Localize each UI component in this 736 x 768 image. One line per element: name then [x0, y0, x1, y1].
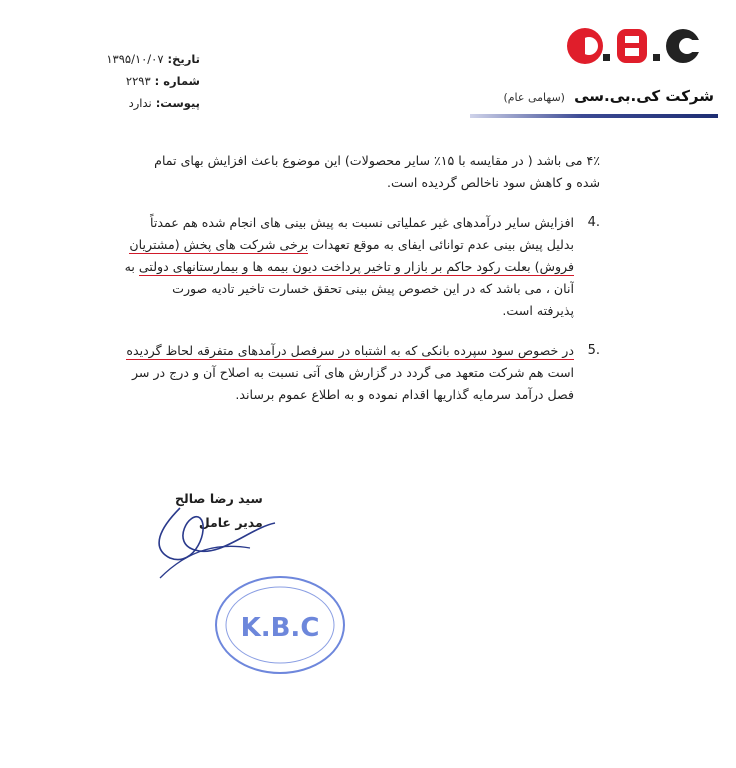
- item-4-line-5: پذیرفته است.: [502, 303, 574, 318]
- company-stamp: [210, 570, 350, 680]
- company-name-block: [503, 86, 714, 105]
- item-4-line-3-plain: به: [124, 259, 139, 274]
- attachment-value: ندارد: [128, 96, 152, 110]
- item-4-line-4: آنان ، می باشد که در این خصوص پیش بینی تحقق خسارت تاخیر تادیه صورت: [172, 281, 574, 296]
- item-4: [80, 212, 600, 322]
- date-value: ۱۳۹۵/۱۰/۰۷: [106, 52, 164, 66]
- item-5-line-2: است هم شرکت متعهد می گردد در گزارش های آتی نسبت به اصلاح آن و درج در سر: [131, 365, 574, 380]
- kbc-logo: [565, 26, 715, 66]
- attachment-row: [30, 92, 200, 114]
- item-4-line-2-plain: بدلیل پیش بینی عدم توانائی ایفای به موقع تعهدات: [308, 237, 574, 252]
- number-value: ۲۲۹۳: [125, 74, 151, 88]
- item-5: [80, 340, 600, 406]
- item-4-line-3-underlined: فروش) بعلت رکود حاکم بر بازار و تاخیر پرداخت دیون بیمه ها و بیمارستانهای دولتی: [138, 259, 574, 274]
- signer-title: مدیر عامل: [198, 515, 263, 530]
- item-4-line-2-underlined: برخی شرکت های پخش (مشتریان: [129, 237, 309, 252]
- item-5-line-1: [80, 340, 574, 362]
- date-label: تاریخ:: [167, 52, 200, 66]
- intro-paragraph: [80, 150, 600, 194]
- item-4-line-2: [80, 234, 574, 256]
- company-name: شرکت کی.بی.سی: [574, 87, 714, 105]
- intro-line-2: شده و کاهش سود ناخالص گردیده است.: [387, 175, 600, 190]
- item-5-line-1-underlined: در خصوص سود سپرده بانکی که به اشتباه در سرفصل درآمدهای متفرقه لحاظ گردیده: [126, 343, 574, 358]
- intro-line-1: ۴٪ می باشد ( در مقایسه با ۱۵٪ سایر محصولات) این موضوع باعث افزایش بهای تمام: [154, 153, 600, 168]
- item-5-number: .5: [587, 343, 600, 358]
- letter-meta: [30, 48, 200, 114]
- attachment-label: پیوست:: [155, 96, 200, 110]
- item-4-number: .4: [587, 215, 600, 230]
- stamp-text: K.B.C: [240, 613, 320, 643]
- signer-name: سید رضا صالح: [175, 491, 263, 506]
- company-type: (سهامی عام): [503, 91, 565, 104]
- date-row: [30, 48, 200, 70]
- number-label: شماره :: [154, 74, 200, 88]
- number-row: [30, 70, 200, 92]
- item-4-line-1: افزایش سایر درآمدهای غیر عملیاتی نسبت به پیش بینی های انجام شده هم عمدتاً: [150, 215, 574, 230]
- item-5-line-3: فصل درآمد سرمایه گذاریها اقدام نموده و به اطلاع عموم برساند.: [235, 387, 574, 402]
- header-rule: [470, 114, 718, 118]
- item-4-line-3: [80, 256, 574, 278]
- letter-body: [80, 150, 600, 424]
